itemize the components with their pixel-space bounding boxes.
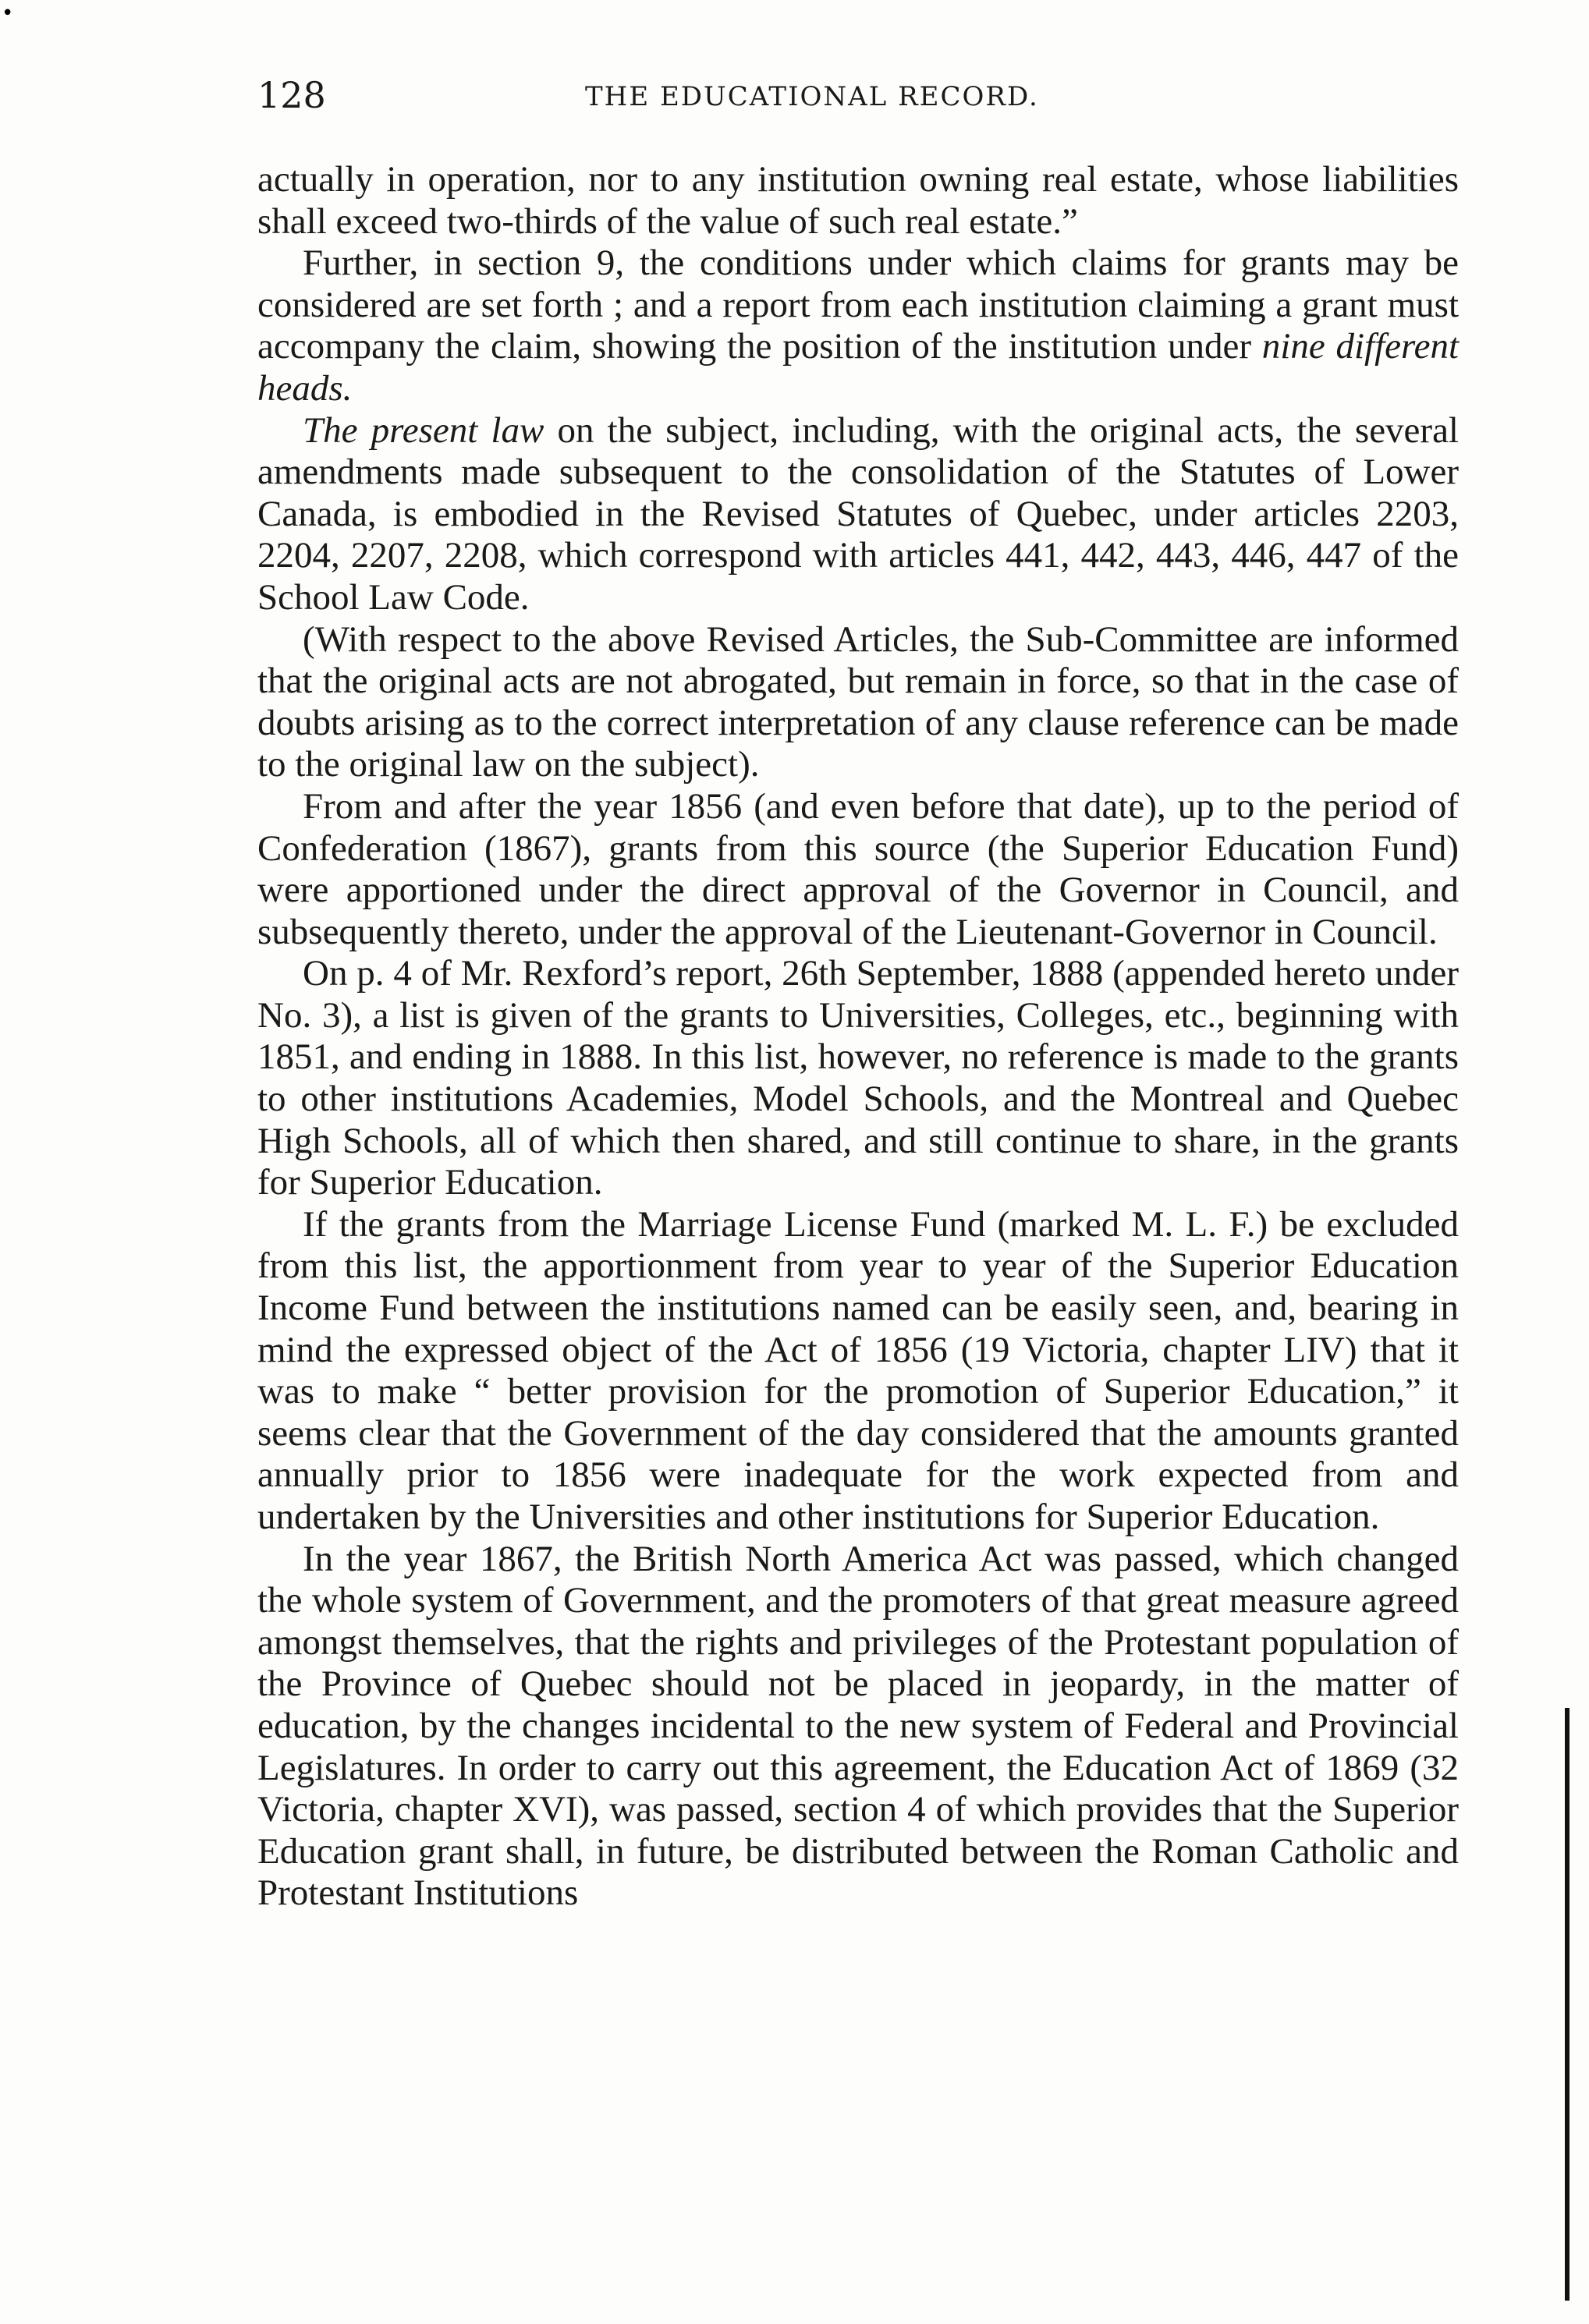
text-run: On p. 4 of Mr. Rexford’s report, 26th September, 1888 (appended hereto under No. 3), a list is given of the grants to Universities, Colleges, etc., beginning with 1851, and ending in 1888. In this list, however, no reference is made to the grants to other institutions Academies, Model Schools, and the Montreal and Quebec High Schools, all of which then shared, and still continue to share, in the grants for Superior Education. — [257, 953, 1459, 1203]
margin-rule — [1565, 1708, 1569, 2301]
paragraph — [257, 786, 1459, 953]
text-run: actually in operation, nor to any institution owning real estate, whose liabilities shall exceed two-thirds of the value of such real estate.” — [257, 159, 1459, 242]
italic-text: The present law — [303, 409, 544, 451]
text-run: From and after the year 1856 (and even before that date), up to the period of Confederation (1867), grants from this source (the Superior Education Fund) were apportioned under the direct approval of the Governor in Council, and subsequently thereto, under the approval of the Lieutenant-Governor in Council. — [257, 785, 1459, 952]
corner-mark: • — [2, 2, 14, 25]
paragraph — [257, 243, 1459, 409]
running-title: THE EDUCATIONAL RECORD. — [585, 81, 1039, 112]
text-run: If the grants from the Marriage License Fund (marked M. L. F.) be excluded from this list, the apportionment from year to year of the Superior Education Income Fund between the institutions named can be easily seen, and, bearing in mind the expressed object of the Act of 1856 (19 Victoria, chapter LIV) that it was to make “ better provision for the promotion of Superior Education,” it seems clear that the Government of the day considered that the amounts granted annually prior to 1856 were inadequate for the work expected from and undertaken by the Universities and other institutions for Superior Education. — [257, 1203, 1459, 1537]
text-run: on the subject, including, with the original acts, the several amendments made subsequent to the consolidation of the Statutes of Lower Canada, is embodied in the Revised Statutes of Quebec, under articles 2203, 2204, 2207, 2208, which correspond with articles 441, 442, 443, 446, 447 of the School Law Code. — [257, 409, 1459, 618]
paragraph — [257, 953, 1459, 1204]
paragraph — [257, 1204, 1459, 1539]
text-run: Further, in section 9, the conditions under which claims for grants may be considered are set forth ; and a report from each institution claiming a grant must accompany the claim, showing the position of the institution under — [257, 243, 1459, 367]
body-text — [257, 159, 1459, 1915]
page-number: 128 — [257, 74, 326, 116]
paragraph — [257, 619, 1459, 786]
paragraph — [257, 1539, 1459, 1915]
page-header — [257, 72, 1459, 119]
text-run: In the year 1867, the British North America Act was passed, which changed the whole system of Government, and the promoters of that great measure agreed amongst themselves, that the rights and privileges of the Protestant population of the Province of Quebec should not be placed in jeopardy, in the matter of education, by the changes incidental to the new system of Federal and Provincial Legislatures. In order to carry out this agreement, the Education Act of 1869 (32 Victoria, chapter XVI), was passed, section 4 of which provides that the Superior Education grant shall, in future, be distributed between the Roman Catholic and Protestant Institutions — [257, 1538, 1459, 1914]
italic-text: nine different heads. — [257, 326, 1459, 409]
paragraph — [257, 159, 1459, 243]
paragraph — [257, 410, 1459, 619]
text-run: (With respect to the above Revised Articles, the Sub-Committee are informed that the original acts are not abrogated, but remain in force, so that in the case of doubts arising as to the correct interpretation of any clause reference can be made to the original law on the subject). — [257, 618, 1459, 785]
